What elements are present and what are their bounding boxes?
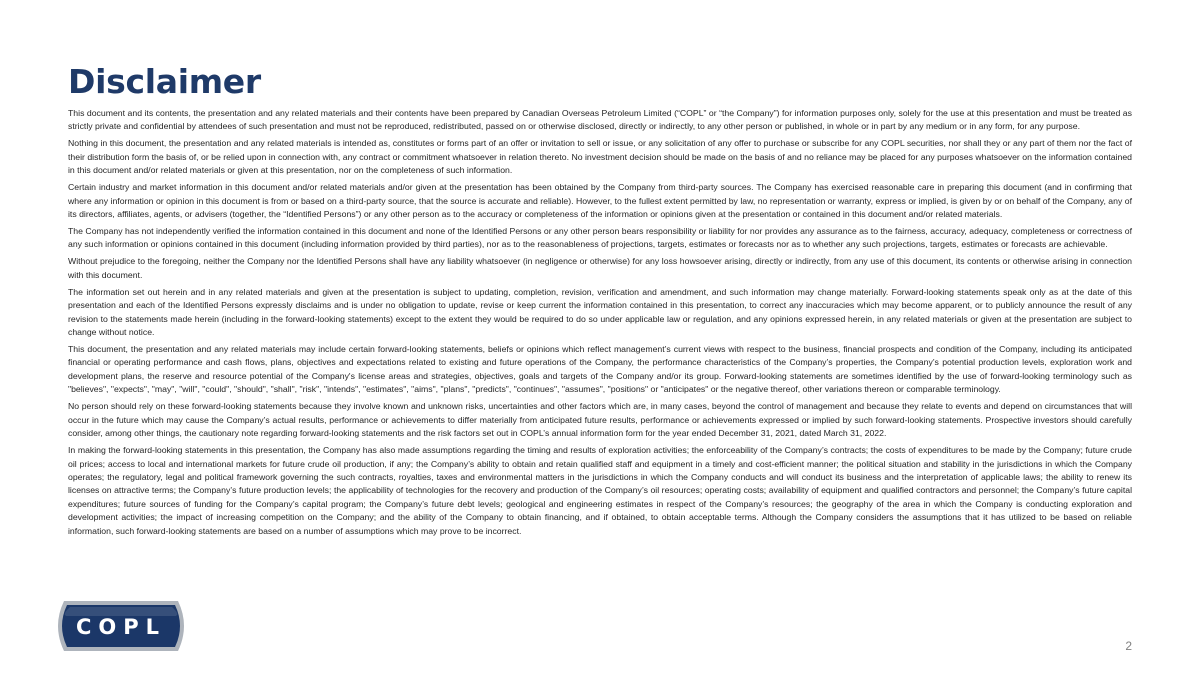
disclaimer-paragraph: This document and its contents, the presentation and any related materials and their contents have been prepared by Canadian Overseas Petroleum Limited (“COPL” or “the Company”) for information purposes only, solely for the use at this presentation and must be treated as strictly private and confidential by attendees of such presentation and must not be reproduced, redistributed, passed on or otherwise disclosed, directly or indirectly, to any other person or published, in whole or in part by any medium or in any form, for any purpose.: [68, 108, 1132, 132]
page-number: 2: [1125, 639, 1132, 653]
logo-text: COPL: [75, 615, 167, 639]
disclaimer-paragraph: No person should rely on these forward-looking statements because they involve known and unknown risks, uncertainties and other factors which are, in many cases, beyond the control of management and because they relate to events and depend on circumstances that will occur in the future which may cause the Company’s actual results, performance or achievements to differ materially from anticipated future results, performance or achievements expressed or implied by such forward-looking statements. Prospective investors should carefully consider, among other things, the cautionary note regarding forward-looking statements and the risk factors set out in COPL’s annual information form for the year ended December 31, 2021, dated March 31, 2022.: [68, 401, 1132, 439]
disclaimer-paragraph: Without prejudice to the foregoing, neither the Company nor the Identified Persons shall have any liability whatsoever (in negligence or otherwise) for any loss howsoever arising, directly or indirectly, from any use of this document, its contents or otherwise arising in connection with this document.: [68, 256, 1132, 280]
copl-logo-icon: [50, 599, 192, 653]
disclaimer-body: [68, 107, 1132, 542]
disclaimer-paragraph: The information set out herein and in any related materials and given at the presentation is subject to updating, completion, revision, verification and amendment, and such information may change materially. Forward-looking statements speak only as at the date of this presentation and each of the Identified Persons expressly disclaims and is under no obligation to update, revise or keep current the information contained in this presentation, to correct any inaccuracies which may become apparent, or to publicly announce the result of any revision to the statements made herein (including in the forward-looking statements) except to the extent they would be required to do so under applicable law or regulation, and any opinions expressed herein, in any related materials or given at the presentation are subject to change without notice.: [68, 286, 1132, 338]
disclaimer-paragraph: The Company has not independently verified the information contained in this document and none of the Identified Persons or any other person bears responsibility or liability for nor provides any assurance as to the fairness, accuracy, adequacy, completeness or correctness of any such information or opinions contained in this document (including information provided by third parties), nor as to the reasonableness of projections, targets, estimates or forecasts nor as to whether any such projections, targets, estimates or forecasts are achievable.: [68, 226, 1132, 250]
copl-logo: [50, 599, 192, 653]
disclaimer-paragraph: In making the forward-looking statements in this presentation, the Company has also made assumptions regarding the timing and results of exploration activities; the enforceability of the Company’s contracts; the costs of expenditures to be made by the Company; future crude oil prices; access to local and international markets for future crude oil production, if any; the Company’s ability to obtain and retain qualified staff and equipment in a timely and cost-efficient manner; the political situation and stability in the jurisdictions in which the Company operates; the regulatory, legal and political framework governing the such contracts, royalties, taxes and environmental matters in the jurisdictions in which the Company conducts and will conduct its business and the interpretation of applicable laws; the ability to renew its licenses on attractive terms; the Company’s future production levels; the applicability of technologies for the recovery and production of the Company’s oil resources; operating costs; availability of equipment and qualified contractors and personnel; the Company’s future capital expenditures; future sources of funding for the Company’s capital program; the Company’s future debt levels; geological and engineering estimates in respect of the Company’s resources; the geography of the area in which the Company is conducting exploration and development activities; the impact of increasing competition on the Company; and the ability of the Company to obtain financing, and if obtained, to obtain acceptable terms. Although the Company considers the assumptions that it has utilized to be based on reliable information, such forward-looking statements are based on a number of assumptions which may prove to be incorrect.: [68, 445, 1132, 536]
page-title: Disclaimer: [68, 62, 261, 101]
disclaimer-paragraph: Certain industry and market information in this document and/or related materials and/or given at the presentation has been obtained by the Company from third-party sources. The Company has exercised reasonable care in preparing this document (and in confirming that where any information or opinion in this document is from or based on a third-party source, that the source is accurate and reliable). However, to the fullest extent permitted by law, no representation or warranty, express or implied, is given by or on behalf of the Company, any of its directors, affiliates, agents, or advisers (together, the “Identified Persons”) or any other person as to the accuracy or completeness of the information or opinions given at the presentation or contained in this document and/or related materials.: [68, 182, 1132, 220]
disclaimer-paragraph: Nothing in this document, the presentation and any related materials is intended as, constitutes or forms part of an offer or invitation to sell or issue, or any solicitation of any offer to purchase or subscribe for any COPL securities, nor shall they or any part of them nor the fact of their distribution form the basis of, or be relied upon in connection with, any contract or commitment whatsoever in relation thereto. No investment decision should be made on the basis of and no reliance may be placed for any purposes whatsoever on the information contained in this document and/or related materials or given at this presentation, nor on the completeness of such information.: [68, 138, 1132, 176]
disclaimer-paragraph: This document, the presentation and any related materials may include certain forward-looking statements, beliefs or opinions which reflect management’s current views with respect to the business, financial prospects and condition of the Company, including its anticipated financial or operating performance and cash flows, plans, objectives and expectations related to existing and future operations of the Company, the performance characteristics of the Company’s properties, the Company’s potential production levels, exploration work and development plans, the reserve and resource potential of the Company's license areas and strategies, objectives, goals and targets of the Company and/or its group. Forward-looking statements are sometimes identified by the use of forward-looking terminology such as "believes", "expects", "may", "will", "could", "should", "shall", "risk", "intends", "estimates", "aims", "plans", "predicts", "continues", "assumes", "positions" or "anticipates" or the negative thereof, other variations thereon or comparable terminology.: [68, 344, 1132, 395]
